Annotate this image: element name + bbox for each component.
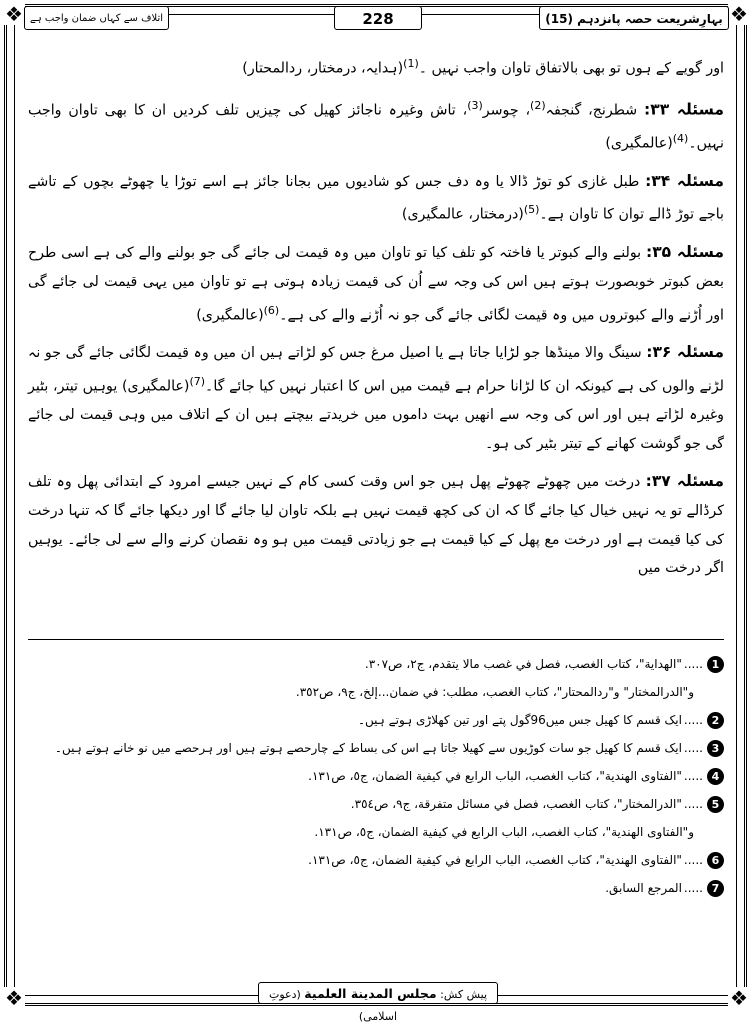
masala-35: مسئلہ ۳۵: بولنے والے کبوتر یا فاختہ کو تلف کیا تو تاوان میں وہ قیمت لی جائے گی جو بولنے والے کی ہے اسی طرح بعض کبوتر خوبصورت ہوتے ہیں اس کی وجہ سے اُن کی قیمت زیادہ ہوتی ہے تو تاوان میں یہی قیمت لی جائے گی اور اُڑنے والے کبوتروں میں وہ قیمت لگائی جائے گی جو نہ اُڑنے والے کی ہے۔$^{(6)}$(عالمگیری): [28, 242, 724, 324]
footnote-number: 6: [707, 852, 724, 869]
footnote-dots: .....: [683, 741, 703, 755]
publisher-org: (دعوتِ اسلامی): [268, 988, 398, 1023]
footnote-dots: .....: [683, 797, 703, 811]
footnote-text: و"الدرالمختار" و"ردالمحتار"، كتاب الغصب، مطلب: في ضمان...إلخ، ج٩، ص٣٥٢.: [295, 685, 694, 699]
footnote-text: المرجع السابق.: [605, 881, 682, 895]
masala-heading: مسئلہ ۳۶:: [646, 343, 724, 362]
page-number: 228: [334, 6, 422, 30]
footnote-item: [28, 762, 724, 790]
footnote-ref[interactable]: (7): [189, 374, 206, 388]
footnote-item: [28, 650, 724, 678]
footnote-item: [28, 874, 724, 902]
footnote-ref[interactable]: (3): [467, 98, 483, 112]
masala-heading: مسئلہ ۳۷:: [645, 471, 725, 490]
footnote-dots: .....: [683, 713, 703, 727]
corner-ornament-icon: ❖: [3, 987, 25, 1009]
footnote-text: و"الفتاوى الهندية"، كتاب الغصب، الباب الرابع في كيفية الضمان، ج٥، ص١٣١.: [314, 825, 694, 839]
footnote-text: ایک قسم کا کھیل جو سات کوڑیوں سے کھیلا جاتا ہے اس کی بساط کے چارحصے ہوتے ہیں اور ہرحصے میں نو خانے ہوتے ہیں۔: [54, 741, 682, 755]
footnote-dots: .....: [683, 769, 703, 783]
intro-paragraph: اور گویے کے ہوں تو بھی بالاتفاق تاوان واجب نہیں ۔$^{(1)}$(ہدایہ، درمختار، ردالمحتار): [242, 57, 724, 77]
masala-heading: مسئلہ ۳۳:: [644, 100, 725, 119]
footnote-ref[interactable]: (6): [263, 303, 280, 317]
footnote-ref[interactable]: (5): [523, 203, 540, 217]
footnote-number: 5: [707, 796, 724, 813]
footnote-number: 1: [707, 656, 724, 673]
footnote-dots: .....: [683, 881, 703, 895]
footnote-item: [28, 790, 724, 818]
footnote-ref[interactable]: (2): [530, 98, 546, 112]
footnote-divider: [28, 639, 724, 640]
section-title: اتلاف سے کہاں ضمان واجب ہے: [24, 6, 169, 30]
masala-34: مسئلہ ۳۴: طبل غازی کو توڑ ڈالا یا وہ دف جس کو شادیوں میں بجانا جائز ہے اسے توڑا یا چھوٹے بچوں کے تاشے باجے توڑ ڈالے توان کا تاوان ہے۔$^{(5)}$(درمختار، عالمگیری): [28, 171, 724, 224]
footnote-text: "الهداية"، كتاب الغصب، فصل في غصب مالا يتقدم، ج٢، ص٣٠٧.: [364, 657, 682, 671]
footnote-dots: .....: [683, 853, 703, 867]
corner-ornament-icon: ❖: [728, 987, 750, 1009]
footnote-item: [28, 846, 724, 874]
corner-ornament-icon: ❖: [728, 3, 750, 25]
book-title: بہارِشریعت حصہ پانزدہم (15): [539, 6, 729, 30]
footnote-text: "الفتاوى الهندية"، كتاب الغصب، الباب الرابع في كيفية الضمان، ج٥، ص١٣١.: [308, 853, 682, 867]
footer-prefix: پیش کش:: [440, 988, 488, 1001]
main-text: [28, 50, 724, 610]
footnote-number: 7: [707, 880, 724, 897]
footnote-item: [28, 818, 724, 846]
footnote-item: [28, 678, 724, 706]
footnote-item: [28, 734, 724, 762]
footnote-dots: .....: [683, 657, 703, 671]
footnote-ref[interactable]: (4): [672, 132, 689, 146]
corner-ornament-icon: ❖: [3, 3, 25, 25]
footnotes: [28, 650, 724, 902]
footnote-text: "الفتاوى الهندية"، كتاب الغصب، الباب الرابع في كيفية الضمان، ج٥، ص١٣١.: [308, 769, 682, 783]
footnote-ref[interactable]: (1): [403, 57, 419, 70]
footnote-item: [28, 706, 724, 734]
masala-37: مسئلہ ۳۷: درخت میں چھوٹے چھوٹے پھل ہیں جو اس وقت کسی کام کے نہیں جیسے امرود کے ابتدائی پھل وہ تلف کرڈالے تو یہ نہیں خیال کیا جائے گا کہ ان کی کچھ قیمت نہیں ہے بلکہ تاوان لیا جائے گا اور دیکھا جائے گا کہ تنہا درخت کی کیا قیمت ہے اور درخت مع پھل کے کیا قیمت ہے جو زیادتی قیمت میں ہو وہ نقصان کرنے والے سے لی جائے۔ یوہیں اگر درخت میں: [28, 471, 725, 577]
masala-36: مسئلہ ۳۶: سینگ والا مینڈھا جو لڑایا جاتا ہے یا اصیل مرغ جس کو لڑاتے ہیں ان میں وہ قیمت لگائی جائے گی جو نہ لڑنے والوں کی ہے کیونکہ ان کا لڑانا حرام ہے قیمت میں اس کا اعتبار نہیں کیا جائے گا۔$^{(7)}$(عالمگیری) یوہیں تیتر، بٹیر وغیرہ لڑاتے ہیں اور اس کی وجہ سے انھیں بہت داموں میں خریدتے بیچتے ہیں ان کے اتلاف میں وہی قیمت لی جائے گی جو گوشت کھانے کے تیتر بٹیر کی ہو۔: [28, 343, 724, 453]
masala-heading: مسئلہ ۳۵:: [646, 242, 724, 261]
footnote-number: 4: [707, 768, 724, 785]
footnote-number: 3: [707, 740, 724, 757]
masala-heading: مسئلہ ۳۴:: [645, 171, 724, 190]
footnote-number: 2: [707, 712, 724, 729]
footnote-text: ایک قسم کا کھیل جس میں96گول پتے اور تین کھلاڑی ہوتے ہیں۔: [357, 713, 682, 727]
footnote-text: "الدرالمختار"، كتاب الغصب، فصل في مسائل متفرقة، ج٩، ص٣٥٤.: [350, 797, 682, 811]
page-footer: [258, 982, 498, 1023]
page-header: [24, 6, 729, 32]
publisher-name: مجلس المدينة العلمية: [304, 986, 437, 1001]
masala-33: مسئلہ ۳۳: شطرنج، گنجفہ$^{(2)}$، چوسر$^{(3)}$، تاش وغیرہ ناجائز کھیل کی چیزیں تلف کردیں ان کا بھی تاوان واجب نہیں۔$^{(4)}$(عالمگیری): [28, 98, 725, 152]
